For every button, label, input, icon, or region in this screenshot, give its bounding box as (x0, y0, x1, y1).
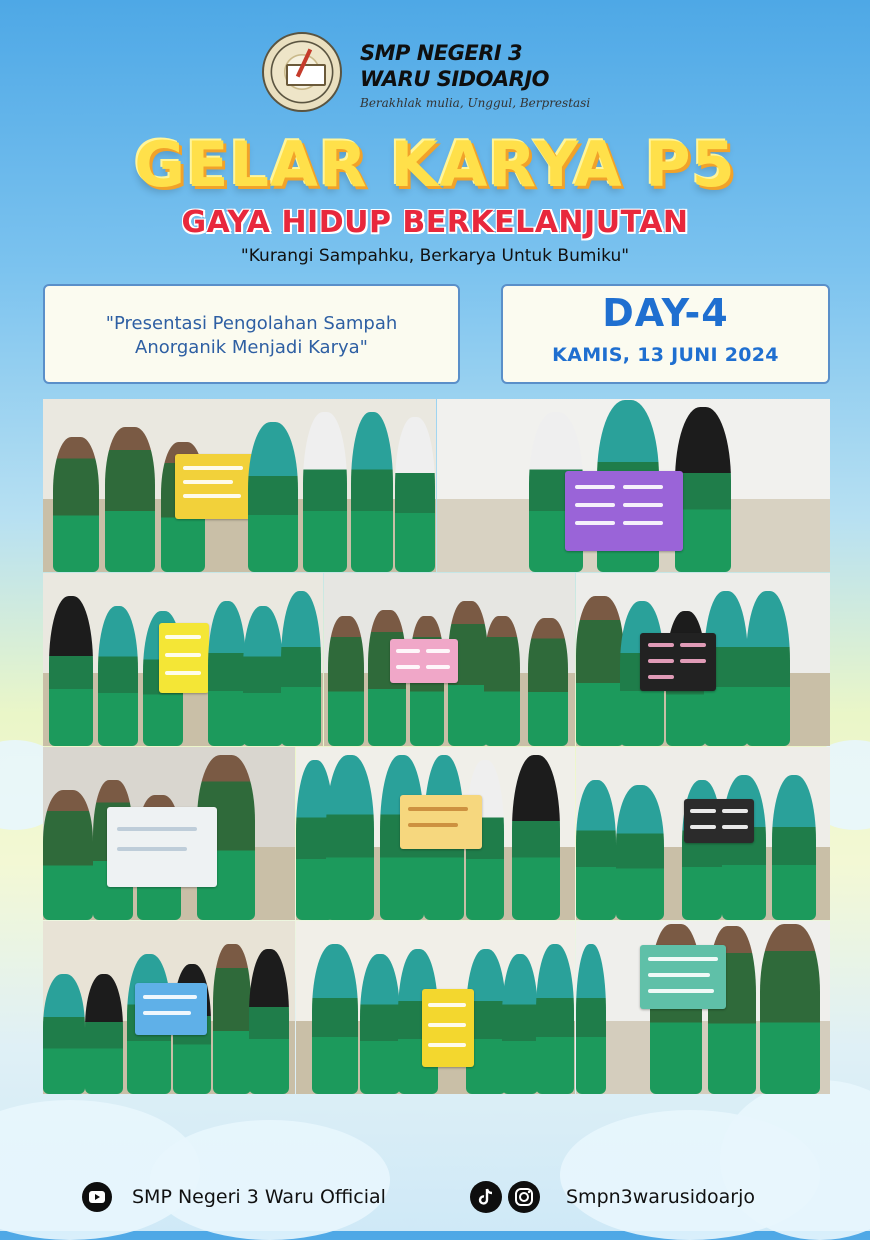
event-theme: GAYA HIDUP BERKELANJUTAN (181, 205, 689, 240)
day-box (501, 284, 830, 384)
school-name-line2: WARU SIDOARJO (360, 67, 550, 91)
school-seal-icon (262, 32, 342, 112)
activity-photo (43, 921, 295, 1094)
youtube-channel-name[interactable]: SMP Negeri 3 Waru Official (132, 1186, 386, 1208)
event-title: GELAR KARYA P5 (134, 128, 736, 201)
social-handle[interactable]: Smpn3warusidoarjo (566, 1186, 756, 1208)
cloud-decoration (150, 1120, 390, 1240)
school-motto: Berakhlak mulia, Unggul, Berprestasi (360, 96, 591, 110)
activity-line2: Anorganik Menjadi Karya" (135, 337, 368, 358)
school-header (262, 30, 602, 120)
activity-box (43, 284, 460, 384)
activity-photo (43, 573, 323, 746)
event-tagline: "Kurangi Sampahku, Berkarya Untuk Bumiku" (240, 246, 630, 266)
activity-photo (576, 573, 830, 746)
activity-line1: "Presentasi Pengolahan Sampah (105, 313, 398, 334)
school-name-line1: SMP NEGERI 3 (360, 41, 523, 65)
youtube-icon[interactable] (82, 1182, 112, 1212)
day-date: KAMIS, 13 JUNI 2024 (552, 344, 779, 366)
school-name (360, 40, 620, 92)
instagram-icon[interactable] (508, 1181, 540, 1213)
activity-photo (43, 399, 436, 572)
tiktok-icon[interactable] (470, 1181, 502, 1213)
activity-photo (324, 573, 575, 746)
day-label: DAY-4 (602, 291, 729, 335)
activity-photo (296, 747, 575, 920)
activity-photo (576, 921, 830, 1094)
activity-photo (437, 399, 830, 572)
activity-photo (296, 921, 575, 1094)
activity-photo (576, 747, 830, 920)
activity-photo (43, 747, 295, 920)
